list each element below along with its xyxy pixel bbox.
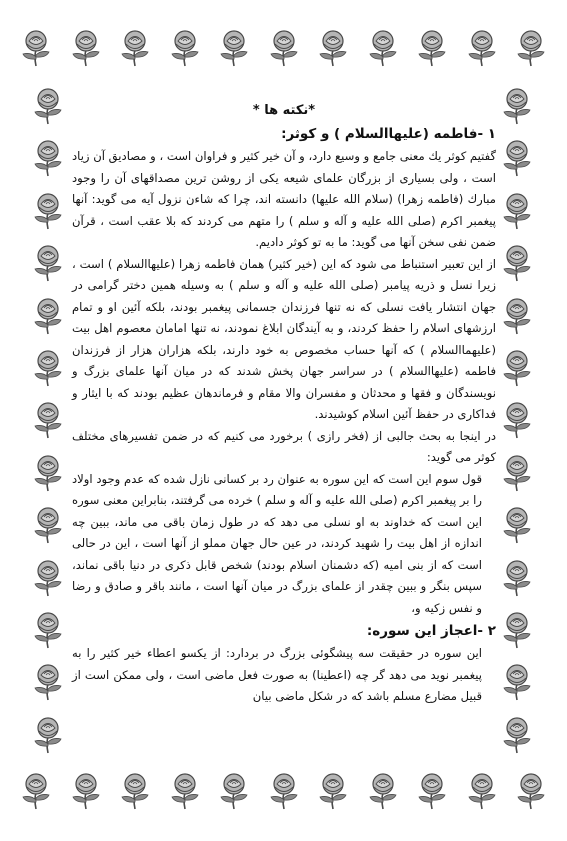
rose-icon bbox=[26, 294, 70, 338]
rose-icon bbox=[26, 84, 70, 128]
paragraph: در اينجا به بحث جالبى از (فخر رازى ) برخورد مى كنيم كه در ضمن تفسيرهاى مختلف كوثر مى گويد: bbox=[72, 428, 496, 464]
section-2-heading: ٢ -اعجاز اين سوره: bbox=[366, 623, 496, 639]
rose-icon bbox=[495, 608, 539, 652]
rose-icon bbox=[26, 451, 70, 495]
paragraph: اين سوره در حقيقت سه پيشگوئى بزرگ در بردارد: از يكسو اعطاء خير كثير را به پيغمبر نويد مى دهد گر چه (اعطينا) به صورت فعل ماضى است ، ولى ممكن است از قبيل مضارع مسلم باشد كه در شكل ماضى بيان bbox=[72, 646, 482, 703]
quote-paragraph: قول سوم اين است كه اين سوره به عنوان رد بر كسانى نازل شده كه عدم وجود اولاد را بر پيغمبر اكرم (صلى الله عليه و آله و سلم ) خرده مى گرفتند، بنابراين معنى سوره اين است كه خداوند به او نسلى مى دهد كه در طول زمان باقى مى ماند، ببين چه اندازه از اهل بيت را شهيد كردند، در عين حال جهان مملو از آنها است ، اين در حالى است كه از بنى اميه (كه دشمنان اسلام بودند) شخص قابل ذكرى در دنيا باقى نماند، سپس بنگر و ببين چقدر از علماى بزرگ در ميان آنها است ، مانند باقر و صادق و رضا و نفس زكيه و، bbox=[72, 471, 482, 615]
paragraph: گفتيم كوثر يك معنى جامع و وسيع دارد، و آن خير كثير و فراوان است ، و مصاديق آن زياد است ، ولى بسيارى از بزرگان علماى شيعه يكى از روشن ترين مصداقهاى آن را وجود مبارك (فاطمه زهرا) (سلام الله عليها) دانسته اند، چرا كه شاءن نزول آيه مى گويد: آنها پيغمبر اكرم (صلى الله عليه و آله و سلم ) را متهم مى كردند كه بلا عقب است ، قرآن ضمن نفى سخن آنها مى گويد: ما به تو كوثر داديم. bbox=[72, 149, 496, 249]
top-rose-border bbox=[14, 14, 553, 84]
rose-icon bbox=[361, 769, 405, 813]
rose-icon bbox=[262, 769, 306, 813]
rose-icon bbox=[495, 398, 539, 442]
rose-icon bbox=[495, 451, 539, 495]
rose-icon bbox=[311, 26, 355, 70]
rose-icon bbox=[26, 241, 70, 285]
rose-icon bbox=[14, 26, 58, 70]
document-title: *نكته ها * bbox=[252, 103, 316, 118]
rose-icon bbox=[26, 660, 70, 704]
rose-icon bbox=[495, 713, 539, 757]
rose-icon bbox=[26, 556, 70, 600]
rose-icon bbox=[113, 26, 157, 70]
rose-icon bbox=[26, 136, 70, 180]
rose-icon bbox=[495, 136, 539, 180]
rose-icon bbox=[509, 769, 553, 813]
rose-icon bbox=[495, 84, 539, 128]
rose-icon bbox=[26, 503, 70, 547]
rose-icon bbox=[361, 26, 405, 70]
rose-icon bbox=[26, 713, 70, 757]
rose-icon bbox=[26, 346, 70, 390]
rose-icon bbox=[495, 189, 539, 233]
rose-icon bbox=[460, 26, 504, 70]
rose-icon bbox=[26, 608, 70, 652]
rose-icon bbox=[14, 769, 58, 813]
rose-icon bbox=[495, 503, 539, 547]
rose-icon bbox=[212, 769, 256, 813]
rose-icon bbox=[410, 769, 454, 813]
paragraph: از اين تعبير استنباط مى شود كه اين (خير كثير) همان فاطمه زهرا (عليهاالسلام ) است ، زيرا نسل و ذريه پيامبر (صلى الله عليه و آله و سلم ) به وسيله همين دختر گرامى در جهان انتشار يافت نسلى كه نه تنها فرزندان جسمانى پيغمبر بودند، بلكه آئين او و تمام ارزشهاى اسلام را حفظ كردند، و به آيندگان ابلاغ نمودند، نه تنها امامان معصوم اهل بيت (عليهماالسلام ) كه آنها حساب مخصوص به خود دارند، بلكه هزاران هزار از فرزندان فاطمه (عليهاالسلام ) در سراسر جهان پخش شدند كه در ميان آنها علماى بزرگ و نويسندگان و فقها و محدثان و مفسران والا مقام و فرماندهان عظيم بودند كه با ايثار و فداكارى در حفظ آئين اسلام كوشيدند. bbox=[72, 256, 496, 421]
rose-icon bbox=[64, 769, 108, 813]
rose-icon bbox=[509, 26, 553, 70]
rose-icon bbox=[163, 26, 207, 70]
rose-icon bbox=[26, 398, 70, 442]
rose-icon bbox=[495, 556, 539, 600]
document-body bbox=[72, 100, 496, 708]
rose-icon bbox=[495, 294, 539, 338]
rose-icon bbox=[212, 26, 256, 70]
rose-icon bbox=[26, 189, 70, 233]
rose-icon bbox=[163, 769, 207, 813]
rose-icon bbox=[262, 26, 306, 70]
rose-icon bbox=[410, 26, 454, 70]
rose-icon bbox=[311, 769, 355, 813]
rose-icon bbox=[495, 241, 539, 285]
rose-icon bbox=[460, 769, 504, 813]
rose-icon bbox=[495, 660, 539, 704]
rose-icon bbox=[64, 26, 108, 70]
bottom-rose-border bbox=[14, 757, 553, 827]
rose-icon bbox=[495, 346, 539, 390]
rose-icon bbox=[113, 769, 157, 813]
section-1-heading: ١ -فاطمه (عليهاالسلام ) و كوثر: bbox=[281, 126, 496, 142]
